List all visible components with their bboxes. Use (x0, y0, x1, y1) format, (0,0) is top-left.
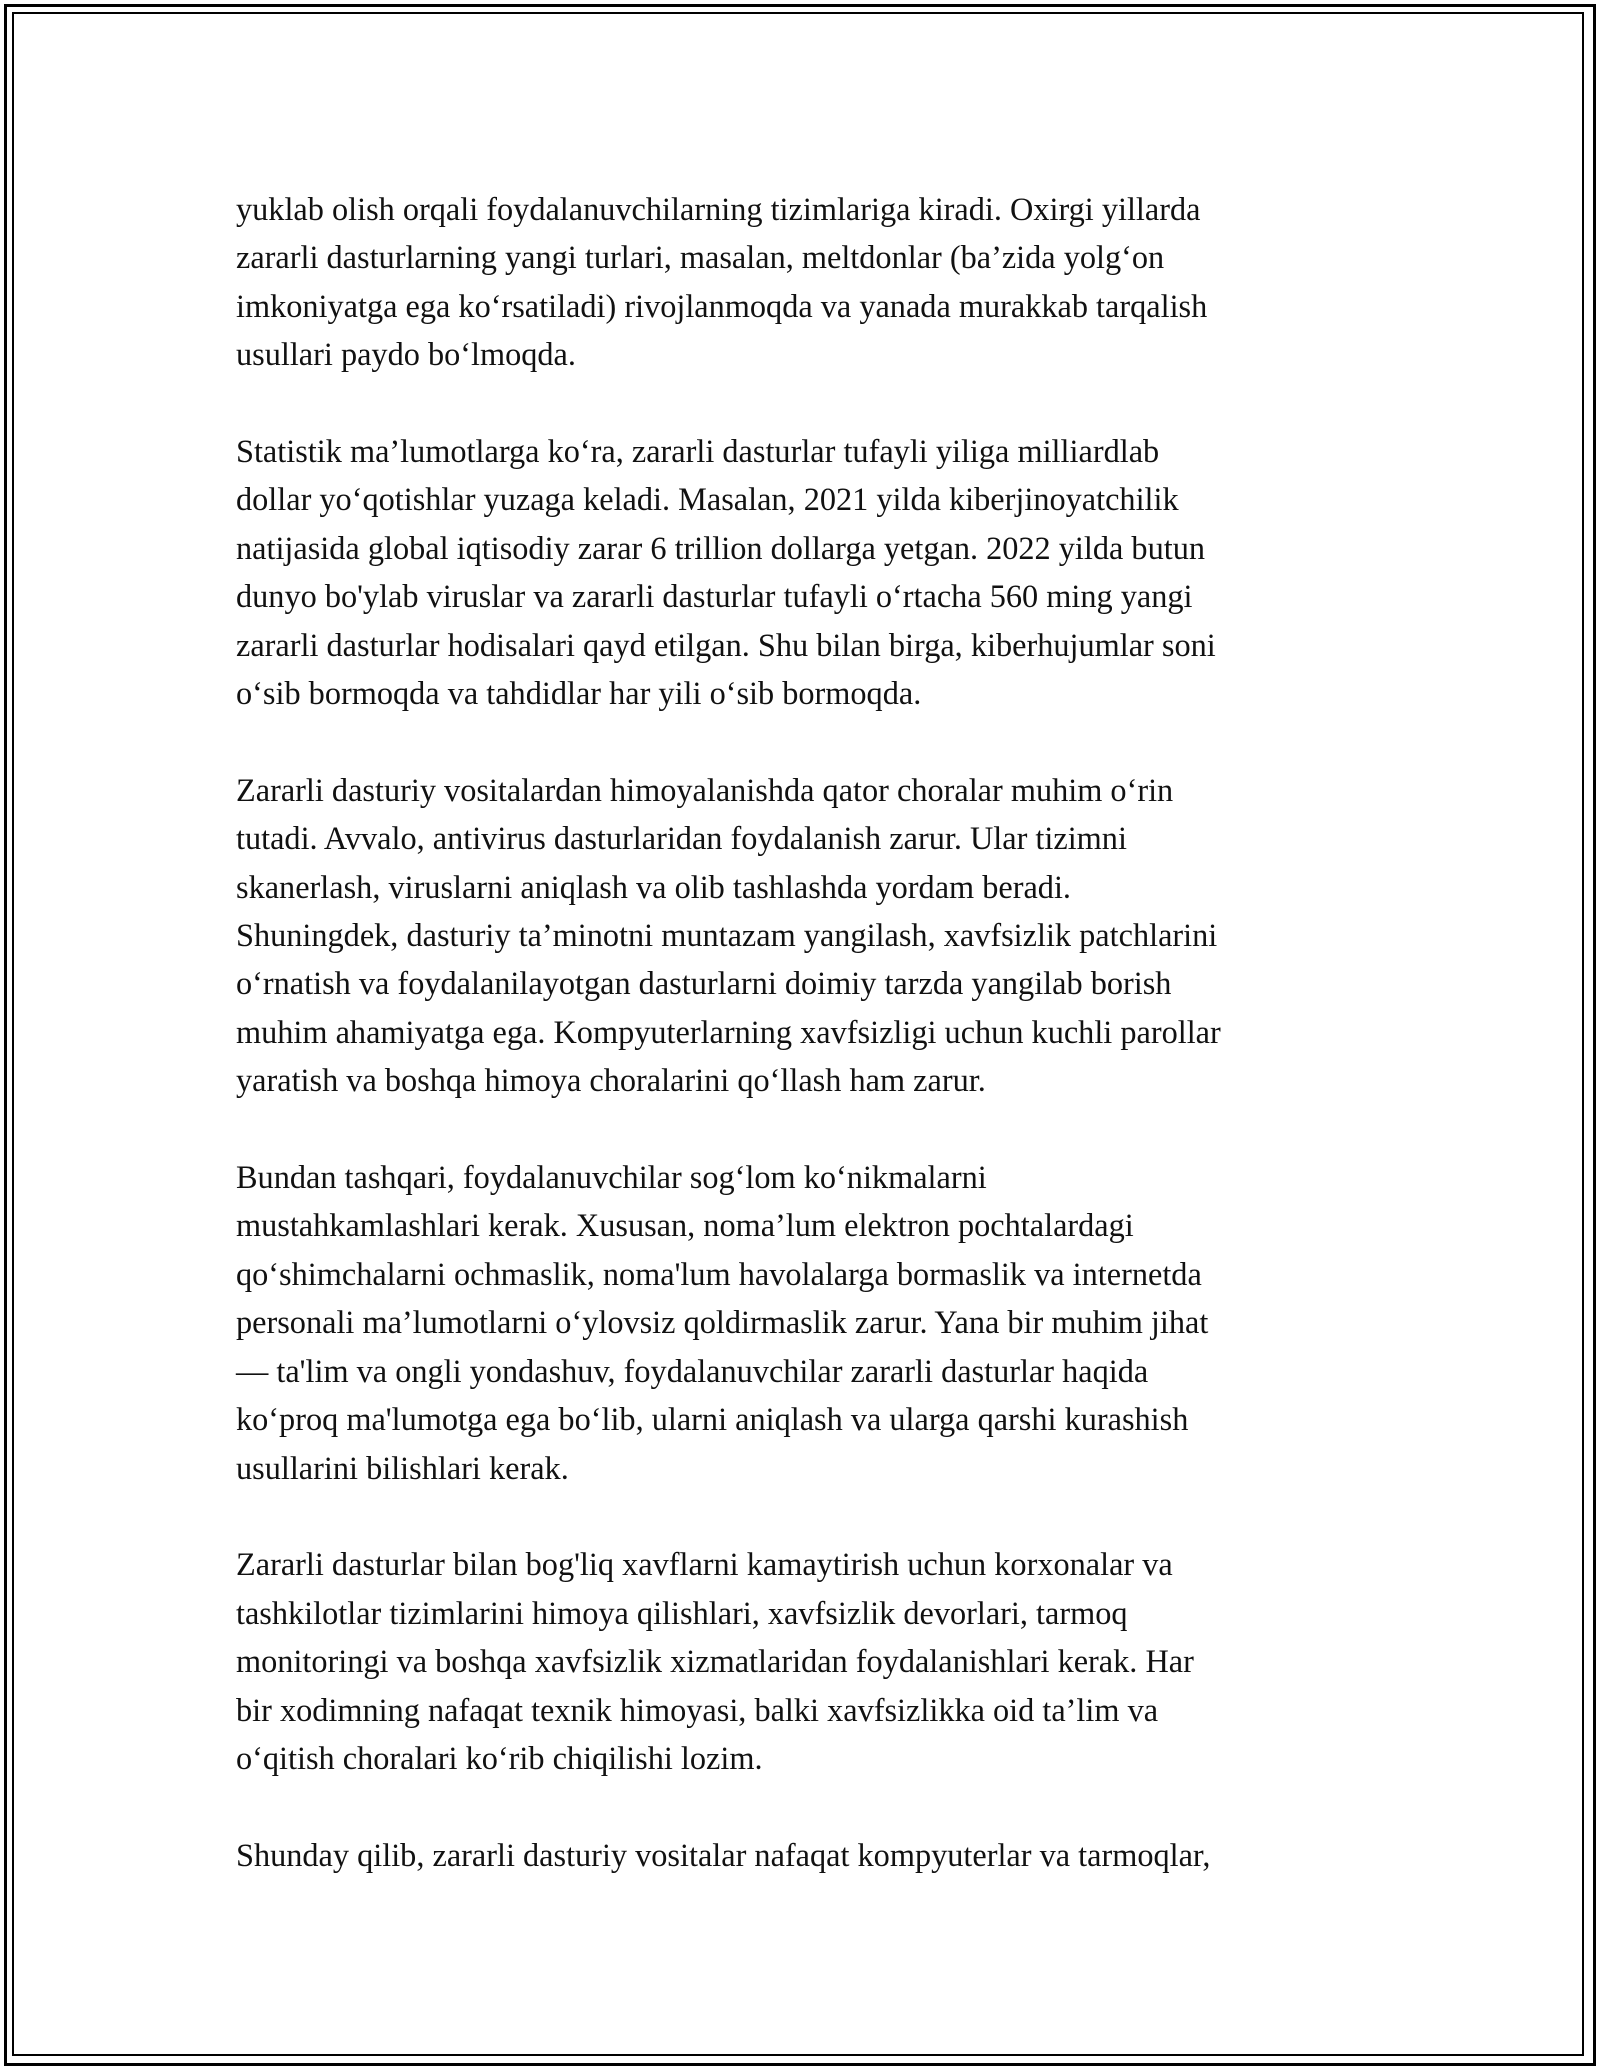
text-line: mustahkamlashlari kerak. Xususan, noma’lum elektron pochtalardagi (236, 1207, 1134, 1244)
text-line: natijasida global iqtisodiy zarar 6 trillion dollarga yetgan. 2022 yilda butun (236, 529, 1206, 566)
text-line: zararli dasturlar hodisalari qayd etilgan. Shu bilan birga, kiberhujumlar soni (236, 626, 1216, 663)
paragraph-2 (236, 427, 1366, 717)
text-line: Shunday qilib, zararli dasturiy vositalar nafaqat kompyuterlar va tarmoqlar, (236, 1836, 1211, 1873)
text-line: dunyo bo'ylab viruslar va zararli dasturlar tufayli o‘rtacha 560 ming yangi (236, 578, 1193, 615)
paragraph-5 (236, 1540, 1366, 1782)
text-line: Statistik ma’lumotlarga ko‘ra, zararli dasturlar tufayli yiliga milliardlab (236, 433, 1160, 470)
text-line: o‘qitish choralari ko‘rib chiqilishi lozim. (236, 1739, 763, 1776)
text-line: ko‘proq ma'lumotga ega bo‘lib, ularni aniqlash va ularga qarshi kurashish (236, 1401, 1189, 1438)
text-line: imkoniyatga ega ko‘rsatiladi) rivojlanmoqda va yanada murakkab tarqalish (236, 287, 1208, 324)
text-line: skanerlash, viruslarni aniqlash va olib tashlashda yordam beradi. (236, 868, 1072, 905)
text-line: zararli dasturlarning yangi turlari, masalan, meltdonlar (ba’zida yolg‘on (236, 239, 1165, 276)
text-line: Zararli dasturiy vositalardan himoyalanishda qator choralar muhim o‘rin (236, 771, 1174, 808)
paragraph-4 (236, 1153, 1366, 1492)
text-line: qo‘shimchalarni ochmaslik, noma'lum havolalarga bormaslik va internetda (236, 1255, 1202, 1292)
text-line: tutadi. Avvalo, antivirus dasturlaridan foydalanish zarur. Ular tizimni (236, 820, 1127, 857)
paragraph-3 (236, 766, 1366, 1105)
text-line: dollar yo‘qotishlar yuzaga keladi. Masalan, 2021 yilda kiberjinoyatchilik (236, 481, 1179, 518)
text-line: monitoringi va boshqa xavfsizlik xizmatlaridan foydalanishlari kerak. Har (236, 1643, 1194, 1680)
text-line: personali ma’lumotlarni o‘ylovsiz qoldirmaslik zarur. Yana bir muhim jihat (236, 1304, 1209, 1341)
text-line: muhim ahamiyatga ega. Kompyuterlarning xavfsizligi uchun kuchli parollar (236, 1013, 1221, 1050)
text-line: o‘rnatish va foydalanilayotgan dasturlarni doimiy tarzda yangilab borish (236, 965, 1172, 1002)
text-line: Shuningdek, dasturiy ta’minotni muntazam yangilash, xavfsizlik patchlarini (236, 917, 1218, 954)
text-line: — ta'lim va ongli yondashuv, foydalanuvchilar zararli dasturlar haqida (236, 1352, 1149, 1389)
text-line: yuklab olish orqali foydalanuvchilarning tizimlariga kiradi. Oxirgi yillarda (236, 191, 1201, 227)
text-line: usullari paydo bo‘lmoqda. (236, 336, 576, 373)
paragraph-1 (236, 185, 1366, 379)
paragraph-6 (236, 1831, 1366, 1879)
text-line: Zararli dasturlar bilan bog'liq xavflarni kamaytirish uchun korxonalar va (236, 1546, 1173, 1583)
text-line: bir xodimning nafaqat texnik himoyasi, balki xavfsizlikka oid ta’lim va (236, 1691, 1159, 1728)
text-line: usullarini bilishlari kerak. (236, 1449, 569, 1486)
text-line: o‘sib bormoqda va tahdidlar har yili o‘sib bormoqda. (236, 675, 922, 712)
text-line: yaratish va boshqa himoya choralarini qo‘llash ham zarur. (236, 1062, 986, 1099)
document-body (236, 185, 1366, 1928)
text-line: tashkilotlar tizimlarini himoya qilishlari, xavfsizlik devorlari, tarmoq (236, 1594, 1128, 1631)
text-line: Bundan tashqari, foydalanuvchilar sog‘lom ko‘nikmalarni (236, 1159, 987, 1196)
